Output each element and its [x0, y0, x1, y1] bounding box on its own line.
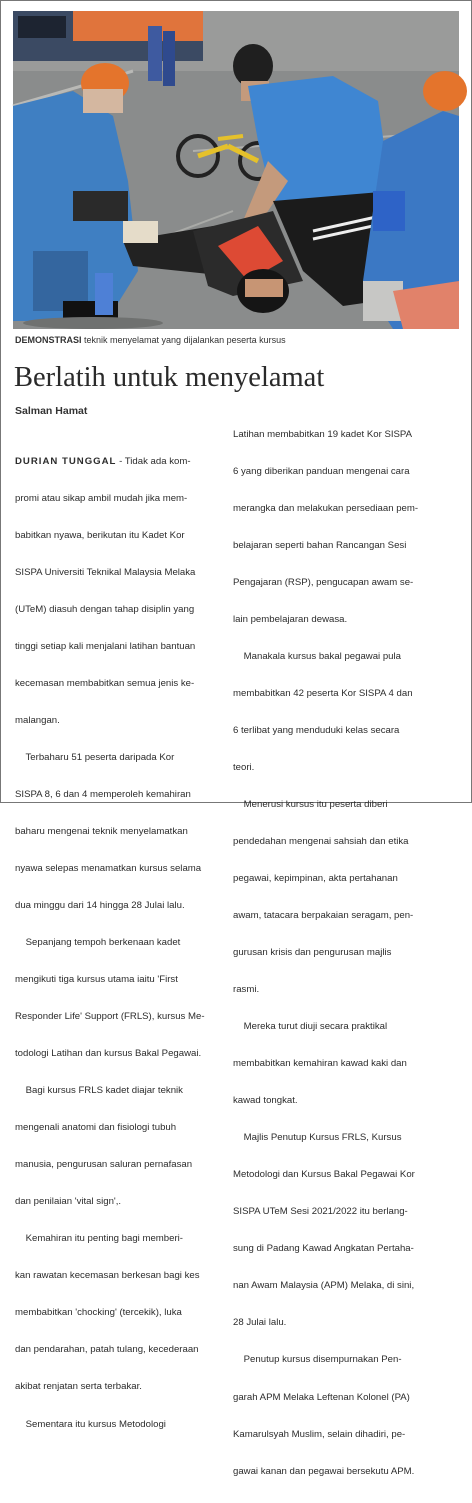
right-line: SISPA UTeM Sesi 2021/2022 itu berlang- [233, 1206, 408, 1218]
right-line: Manakala kursus bakal pegawai pula [233, 650, 401, 662]
left-line: kecemasan membabitkan semua jenis ke- [15, 677, 195, 689]
right-line: pegawai, kepimpinan, akta pertahanan [233, 873, 398, 885]
left-line: manusia, pengurusan saluran pernafasan [15, 1159, 193, 1171]
left-line: Sementara itu kursus Metodologi [15, 1418, 166, 1430]
right-line: garah APM Melaka Leftenan Kolonel (PA) [233, 1391, 410, 1403]
right-line: lain pembelajaran dewasa. [233, 613, 348, 625]
left-line: kan rawatan kecemasan berkesan bagi kes [15, 1270, 200, 1282]
right-line: Pengajaran (RSP), pengucapan awam se- [233, 576, 414, 588]
right-line: gurusan krisis dan pengurusan majlis [233, 947, 392, 959]
left-line: Bagi kursus FRLS kadet diajar teknik [15, 1085, 183, 1097]
caption-lead: DEMONSTRASI [15, 335, 82, 345]
left-line: todologi Latihan dan kursus Bakal Pegawai. [15, 1048, 202, 1060]
right-line: 28 Julai lalu. [233, 1317, 287, 1329]
left-line: mengikuti tiga kursus utama iaitu 'First [15, 974, 178, 986]
right-line: Kamarulsyah Muslim, selain dihadiri, pe- [233, 1428, 406, 1440]
left-line: dua minggu dari 14 hingga 28 Julai lalu. [15, 900, 185, 912]
left-line: malangan. [15, 714, 60, 726]
byline: Salman Hamat [15, 405, 88, 417]
right-line: teori. [233, 761, 255, 773]
right-line: sung di Padang Kawad Angkatan Pertaha- [233, 1243, 414, 1255]
left-line: mengenali anatomi dan fisiologi tubuh [15, 1122, 177, 1134]
left-line: akibat renjatan serta terbakar. [15, 1381, 142, 1393]
photo-caption [15, 334, 459, 346]
right-line: membabitkan 42 peserta Kor SISPA 4 dan [233, 687, 413, 699]
left-line: tinggi setiap kali menjalani latihan bantuan [15, 640, 196, 652]
left-line-0: DURIAN TUNGGAL - Tidak ada kom- [15, 455, 191, 467]
left-line: SISPA 8, 6 dan 4 memperoleh kemahiran [15, 788, 191, 800]
right-line: 6 yang diberikan panduan mengenai cara [233, 465, 410, 477]
right-line: 6 terlibat yang menduduki kelas secara [233, 724, 400, 736]
left-line: membabitkan 'chocking' (tercekik), luka [15, 1307, 182, 1319]
left-line: (UTeM) diasuh dengan tahap disiplin yang [15, 603, 195, 615]
right-line: Mereka turut diuji secara praktikal [233, 1021, 388, 1033]
right-line: Menerusi kursus itu peserta diberi [233, 799, 388, 810]
right-line: gawai kanan dan pegawai bersekutu APM. [233, 1465, 415, 1477]
left-line: dan pendarahan, patah tulang, kecederaan [15, 1344, 199, 1356]
left-line: SISPA Universiti Teknikal Malaysia Melaka [15, 566, 196, 578]
right-line: Latihan membabitkan 19 kadet Kor SISPA [233, 428, 413, 440]
right-line: Penutup kursus disempurnakan Pen- [233, 1354, 402, 1366]
right-line: membabitkan kemahiran kawad kaki dan [233, 1058, 407, 1070]
article-column-left [15, 431, 227, 1456]
news-photo [13, 11, 459, 329]
left-line: babitkan nyawa, berikutan itu Kadet Kor [15, 529, 185, 541]
left-line: dan penilaian 'vital sign',. [15, 1196, 122, 1208]
right-line: Majlis Penutup Kursus FRLS, Kursus [233, 1132, 402, 1144]
left-line: promi atau sikap ambil mudah jika mem- [15, 492, 188, 504]
left-line: Terbaharu 51 peserta daripada Kor [15, 751, 175, 763]
headline: Berlatih untuk menyelamat [14, 362, 325, 393]
left-line: Responder Life' Support (FRLS), kursus Me- [15, 1011, 205, 1023]
right-line: awam, tatacara berpakaian seragam, pen- [233, 910, 414, 922]
right-line: belajaran seperti bahan Rancangan Sesi [233, 539, 407, 551]
dateline: DURIAN TUNGGAL [15, 455, 117, 467]
left-line: Sepanjang tempoh berkenaan kadet [15, 937, 181, 949]
rescue-demonstration-photo [13, 11, 459, 329]
article-column-right [233, 404, 461, 1503]
left-line: Kemahiran itu penting bagi memberi- [15, 1233, 183, 1245]
right-line: nan Awam Malaysia (APM) Melaka, di sini, [233, 1280, 415, 1292]
left-line: baharu mengenai teknik menyelamatkan [15, 826, 188, 837]
right-line: rasmi. [233, 984, 260, 996]
right-line: merangka dan melakukan persediaan pem- [233, 502, 419, 514]
caption-text: teknik menyelamat yang dijalankan peserta kursus [81, 335, 286, 345]
left-line: nyawa selepas menamatkan kursus selama [15, 863, 202, 875]
right-line: Metodologi dan Kursus Bakal Pegawai Kor [233, 1169, 415, 1181]
right-line: pendedahan mengenai sahsiah dan etika [233, 836, 409, 848]
right-line: kawad tongkat. [233, 1095, 298, 1107]
